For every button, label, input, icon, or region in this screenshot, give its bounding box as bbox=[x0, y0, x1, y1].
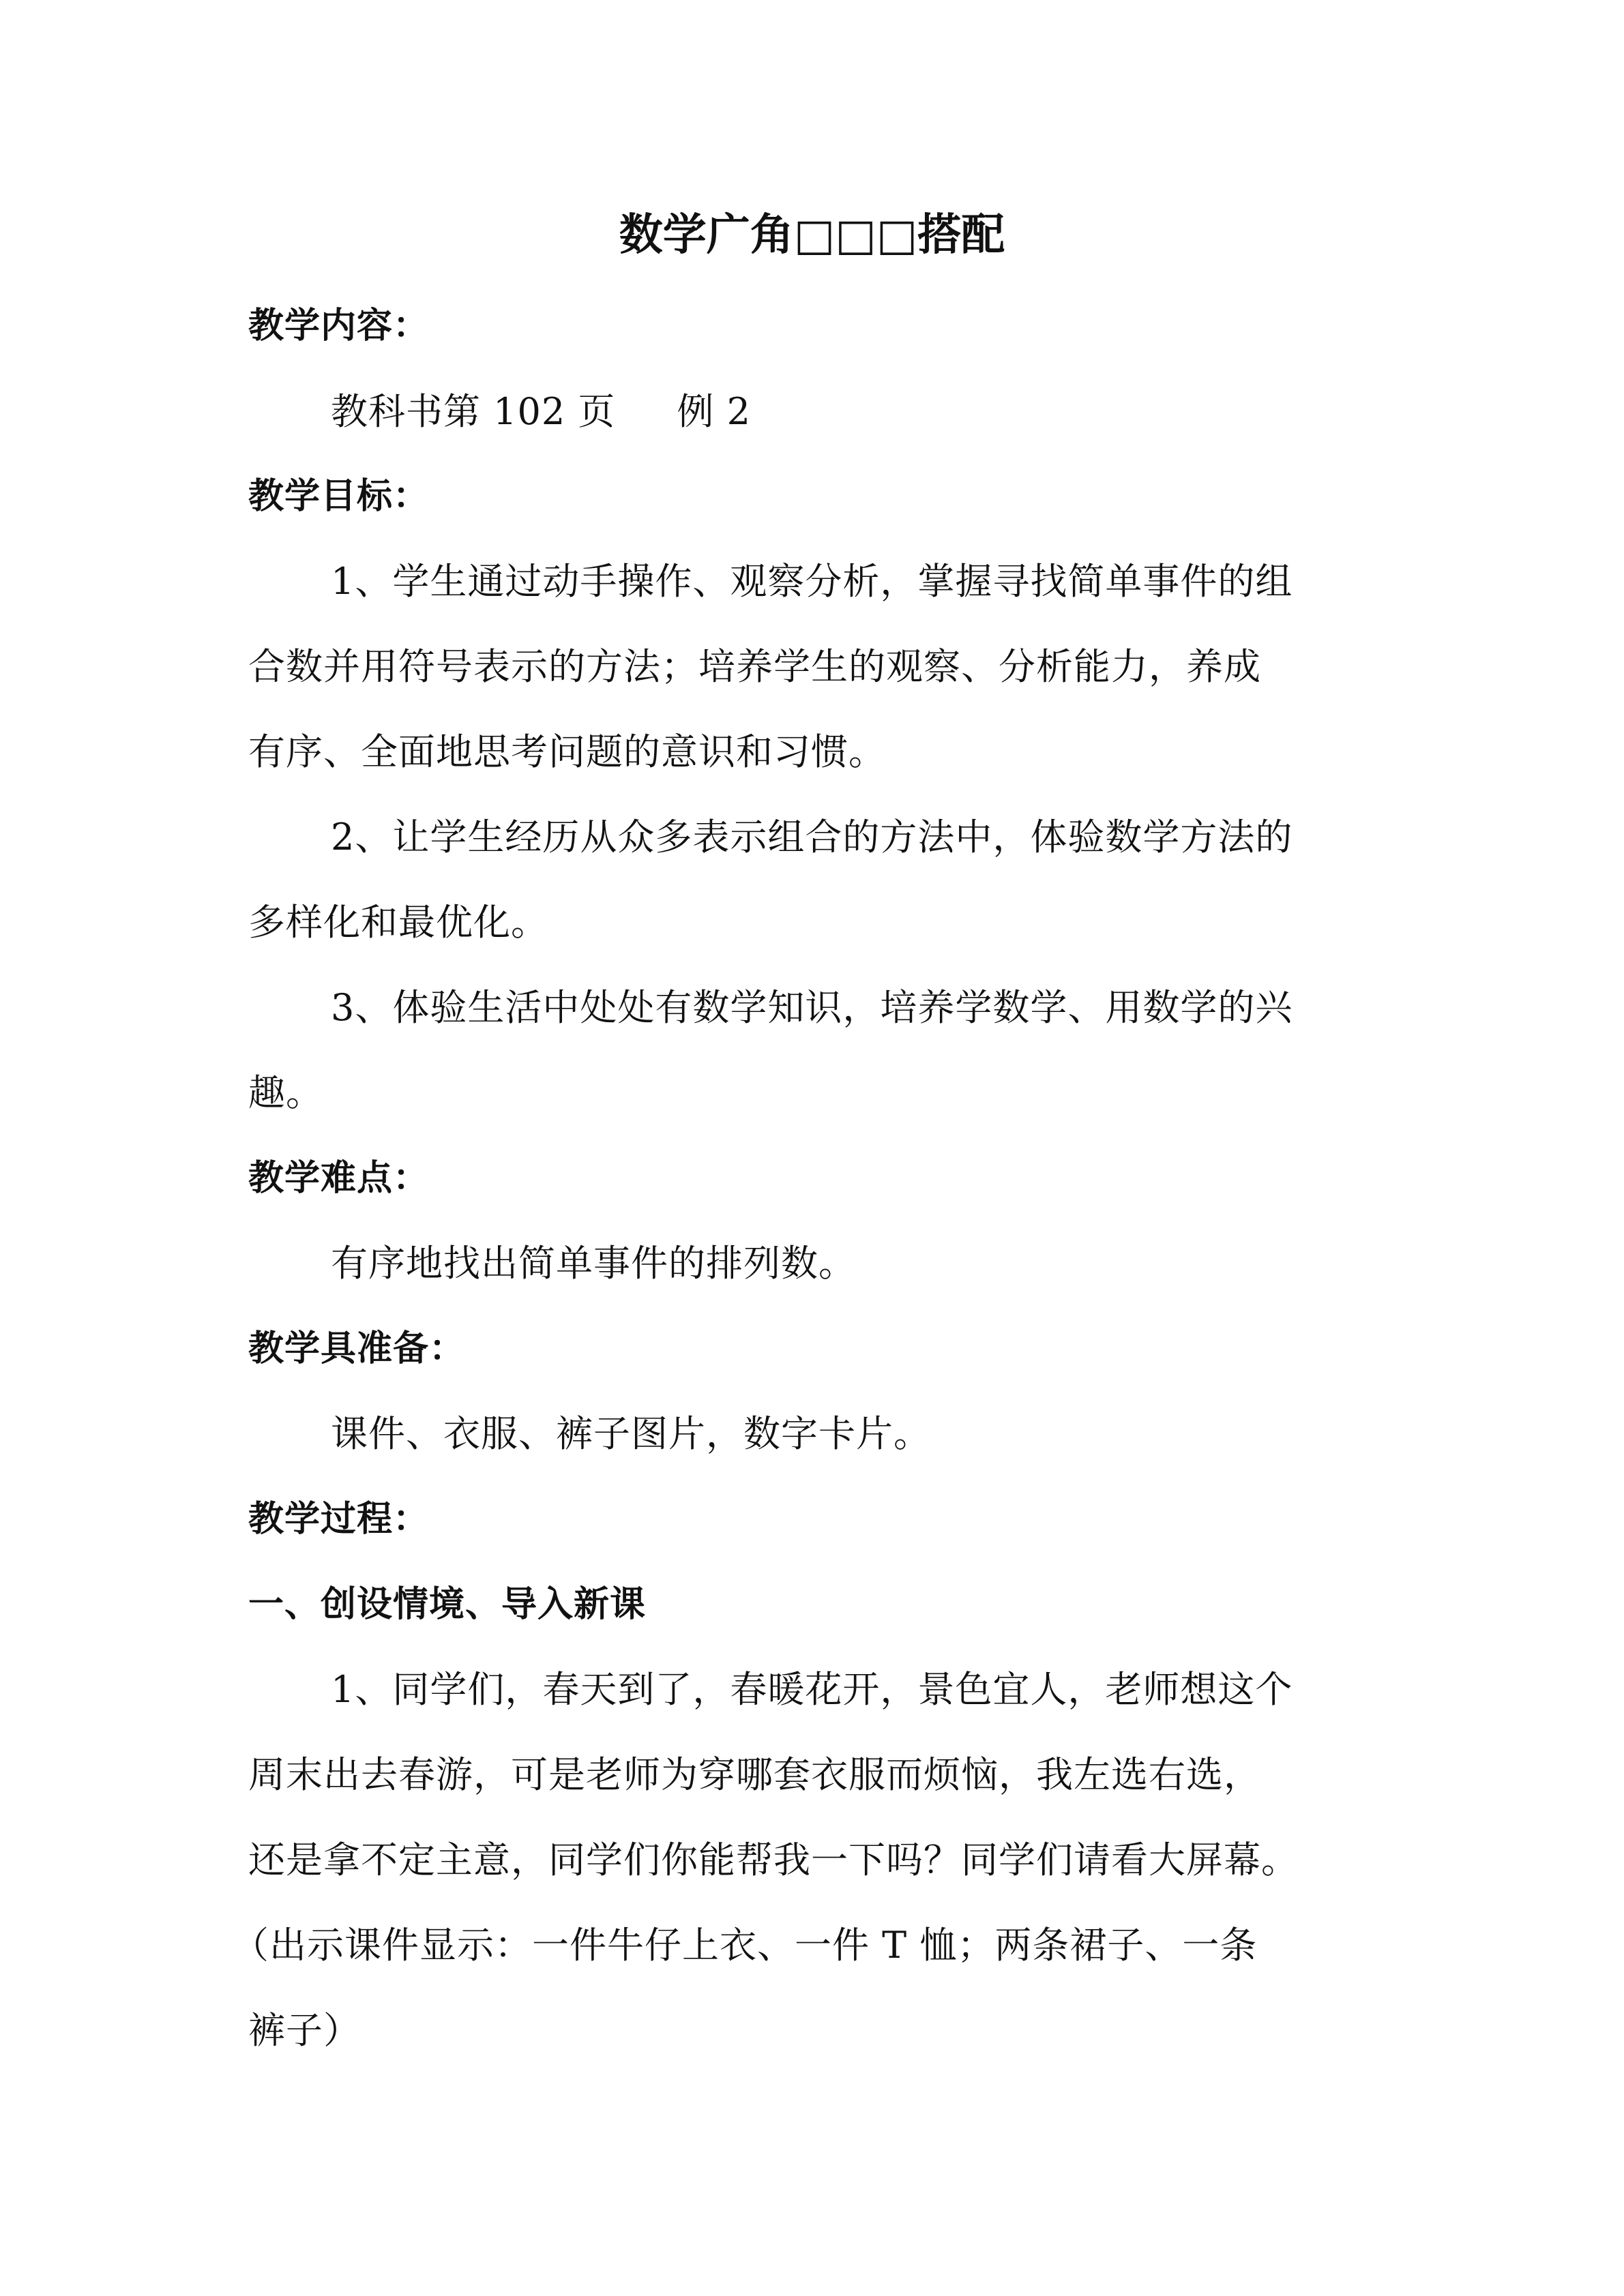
part-1-line-1: 1、同学们，春天到了，春暖花开，景色宜人，老师想这个 bbox=[331, 1668, 1293, 1711]
goal-2-line-1: 2、让学生经历从众多表示组合的方法中，体验数学方法的 bbox=[331, 816, 1293, 859]
example-ref: 例 2 bbox=[677, 390, 751, 433]
heading-teaching-materials: 教学具准备： bbox=[248, 1328, 466, 1369]
goal-1-line-1: 1、学生通过动手操作、观察分析，掌握寻找简单事件的组 bbox=[331, 560, 1293, 603]
part-1-line-3: 还是拿不定主意，同学们你能帮我一下吗？同学们请看大屏幕。 bbox=[248, 1838, 1299, 1881]
goal-3-line-2: 趣。 bbox=[248, 1071, 323, 1114]
goal-1-line-2: 合数并用符号表示的方法；培养学生的观察、分析能力，养成 bbox=[248, 645, 1261, 688]
textbook-page-ref: 教科书第 102 页 bbox=[331, 390, 616, 433]
heading-teaching-difficulty: 教学难点： bbox=[248, 1158, 430, 1199]
goal-3-line-1: 3、体验生活中处处有数学知识，培养学数学、用数学的兴 bbox=[331, 986, 1293, 1029]
part-1-line-4: （出示课件显示：一件牛仔上衣、一件 T 恤；两条裙子、一条 bbox=[232, 1924, 1258, 1967]
heading-teaching-process: 教学过程： bbox=[248, 1499, 430, 1540]
heading-teaching-goals: 教学目标： bbox=[248, 476, 430, 517]
goal-2-line-2: 多样化和最优化。 bbox=[248, 901, 548, 944]
teaching-content-text bbox=[331, 388, 751, 436]
goal-1-line-3: 有序、全面地思考问题的意识和习惯。 bbox=[248, 730, 886, 773]
heading-part-1: 一、创设情境、导入新课 bbox=[248, 1584, 647, 1625]
part-1-line-5: 裤子） bbox=[248, 2009, 361, 2052]
difficulty-text: 有序地找出简单事件的排列数。 bbox=[331, 1242, 856, 1285]
materials-text: 课件、衣服、裤子图片，数字卡片。 bbox=[331, 1412, 931, 1455]
heading-teaching-content: 教学内容： bbox=[248, 305, 430, 346]
document-title: 数学广角□□□搭配 bbox=[619, 209, 1005, 260]
part-1-line-2: 周末出去春游，可是老师为穿哪套衣服而烦恼，我左选右选， bbox=[248, 1753, 1261, 1796]
